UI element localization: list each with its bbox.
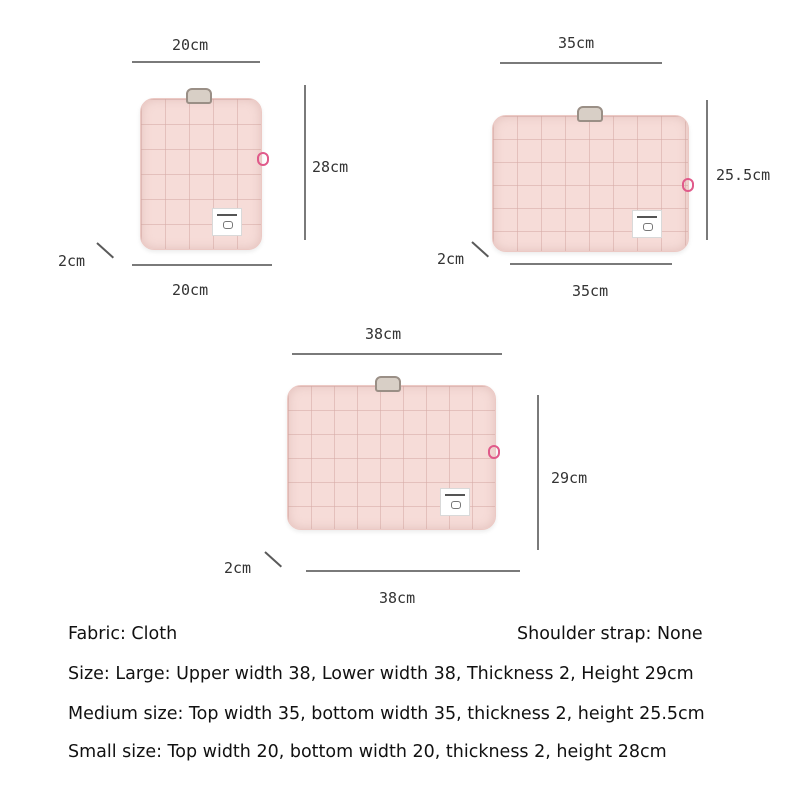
medium-side-ring (682, 178, 694, 192)
small-brand-tag (212, 208, 242, 236)
small-thickness-line (96, 242, 114, 258)
large-height-label: 29cm (551, 469, 588, 487)
small-height-label: 28cm (312, 158, 349, 176)
small-zipper-pull (186, 88, 212, 104)
small-thickness-label: 2cm (58, 252, 86, 270)
large-zipper-pull (375, 376, 401, 392)
large-size-spec: Size: Large: Upper width 38, Lower width 38, Thickness 2, Height 29cm (68, 664, 694, 684)
medium-brand-tag (632, 210, 662, 238)
medium-bottom-width-label: 35cm (572, 282, 609, 300)
large-bottom-width-label: 38cm (379, 589, 416, 607)
small-side-ring (257, 152, 269, 166)
medium-top-width-label: 35cm (558, 34, 595, 52)
large-brand-tag (440, 488, 470, 516)
medium-height-label: 25.5cm (716, 166, 771, 184)
large-height-line (537, 395, 539, 550)
fabric-spec: Fabric: Cloth (68, 624, 178, 644)
small-bottom-width-label: 20cm (172, 281, 209, 299)
large-top-width-line (292, 353, 502, 355)
small-top-width-label: 20cm (172, 36, 209, 54)
medium-top-width-line (500, 62, 662, 64)
medium-size-spec: Medium size: Top width 35, bottom width 35, thickness 2, height 25.5cm (68, 704, 705, 724)
small-size-spec: Small size: Top width 20, bottom width 20, thickness 2, height 28cm (68, 742, 667, 762)
medium-zipper-pull (577, 106, 603, 122)
medium-height-line (706, 100, 708, 240)
shoulder-strap-spec: Shoulder strap: None (517, 624, 703, 644)
small-bottom-width-line (132, 264, 272, 266)
large-top-width-label: 38cm (365, 325, 402, 343)
large-side-ring (488, 445, 500, 459)
large-bottom-width-line (306, 570, 520, 572)
medium-bottom-width-line (510, 263, 672, 265)
small-height-line (304, 85, 306, 240)
small-top-width-line (132, 61, 260, 63)
small-bag-image (140, 98, 262, 250)
medium-thickness-label: 2cm (437, 250, 465, 268)
medium-thickness-line (471, 241, 489, 257)
large-thickness-line (264, 551, 282, 567)
large-thickness-label: 2cm (224, 559, 252, 577)
